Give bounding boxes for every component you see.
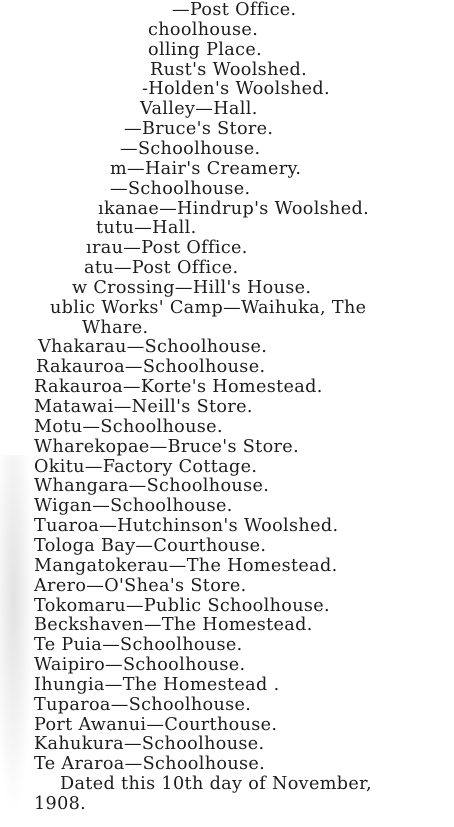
- entry-line: Whangara—Schoolhouse.: [34, 476, 270, 497]
- entry-line: ıkanae—Hindrup's Woolshed.: [98, 198, 370, 219]
- year-line: 1908.: [34, 794, 87, 814]
- entry-line: Te Puia—Schoolhouse.: [34, 635, 243, 656]
- entry-line: -Holden's Woolshed.: [142, 79, 330, 100]
- entry-line: —Schoolhouse.: [120, 138, 261, 159]
- entry-line: Arero—O'Shea's Store.: [34, 575, 247, 596]
- entry-line: atu—Post Office.: [84, 258, 239, 279]
- entry-line: Tokomaru—Public Schoolhouse.: [34, 595, 330, 616]
- entry-line: Tologa Bay—Courthouse.: [34, 535, 267, 556]
- entry-line: Wharekopae—Bruce's Store.: [34, 436, 300, 457]
- entry-line: Waipiro—Schoolhouse.: [34, 655, 246, 676]
- entry-line: Wigan—Schoolhouse.: [34, 496, 233, 517]
- entry-line: Tuaroa—Hutchinson's Woolshed.: [34, 516, 339, 537]
- entry-line: Vhakarau—Schoolhouse.: [38, 337, 268, 358]
- entry-line: m—Hair's Creamery.: [110, 158, 302, 179]
- entry-line: Kahukura—Schoolhouse.: [34, 734, 265, 755]
- entry-line: Okitu—Factory Cottage.: [34, 456, 258, 477]
- entry-line: Te Araroa—Schoolhouse.: [34, 754, 266, 775]
- entry-line: Beckshaven—The Homestead.: [34, 615, 313, 636]
- entry-line: Motu—Schoolhouse.: [34, 416, 223, 437]
- entry-line: Rakauroa—Schoolhouse.: [36, 357, 266, 378]
- entry-line: Matawai—Neill's Store.: [34, 397, 253, 417]
- entry-line: ırau—Post Office.: [86, 238, 248, 259]
- entry-line: —Bruce's Store.: [124, 119, 274, 140]
- entry-line: Whare.: [82, 317, 149, 338]
- entry-line: Ihungia—The Homestead .: [34, 674, 280, 695]
- scan-smudge: [0, 455, 34, 815]
- entry-line: choolhouse.: [148, 19, 259, 40]
- entry-line: w Crossing—Hill's House.: [72, 277, 312, 298]
- entry-line: tutu—Hall.: [96, 218, 197, 239]
- entry-line: Tuparoa—Schoolhouse.: [34, 694, 252, 715]
- entry-line: Rakauroa—Korte's Homestead.: [34, 377, 323, 398]
- entry-line: Valley—Hall.: [140, 99, 258, 120]
- entry-line: olling Place.: [148, 39, 263, 60]
- entry-line: —Post Office.: [172, 0, 297, 20]
- entry-line: Port Awanui—Courthouse.: [34, 714, 278, 735]
- entry-line: Rust's Woolshed.: [150, 59, 308, 80]
- entry-line: —Schoolhouse.: [110, 178, 251, 199]
- dated-line: Dated this 10th day of November,: [60, 774, 372, 795]
- entry-line: ublic Works' Camp—Waihuka, The: [50, 297, 367, 318]
- entry-line: Mangatokerau—The Homestead.: [34, 555, 338, 576]
